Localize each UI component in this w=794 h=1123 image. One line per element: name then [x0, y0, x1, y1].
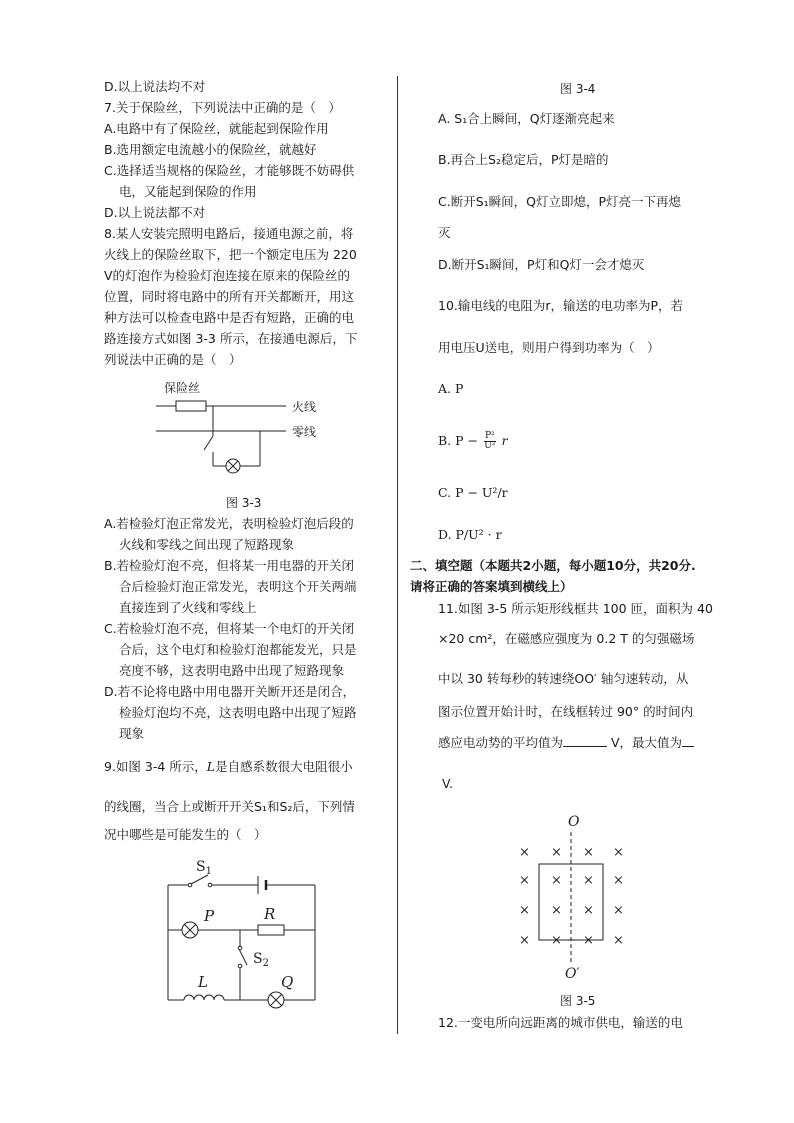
q12-stem-line1: 12.一变电所向远距离的城市供电，输送的电	[438, 1015, 683, 1030]
field-cross-mark-3-1: ×	[551, 933, 562, 948]
q11-blank-average[interactable]	[563, 746, 607, 747]
q11-stem-line2: ×20 cm²，在磁感应强度为 0.2 T 的匀强磁场	[438, 631, 695, 646]
field-cross-mark-1-2: ×	[583, 873, 594, 888]
q8-stem-line1: 8.某人安装完照明电路后，接通电源之前，将	[104, 226, 354, 241]
figure-3-5-field	[505, 812, 635, 984]
switch-symbol	[204, 436, 213, 450]
field-cross-mark-3-2: ×	[583, 933, 594, 948]
q8-option-b-line3: 直接连到了火线和零线上	[119, 600, 257, 615]
q7-stem: 7.关于保险丝，下列说法中正确的是（ ）	[104, 100, 341, 115]
q8-option-c-line3: 亮度不够，这表明电路中出现了短路现象	[119, 663, 345, 678]
q8-option-a-line1: A.若检验灯泡正常发光，表明检验灯泡后段的	[104, 516, 354, 531]
q8-option-d-line3: 现象	[119, 726, 145, 741]
q9-stem-line3: 况中哪些是可能发生的（ ）	[104, 827, 267, 842]
q8-option-d-line1: D.若不论将电路中用电器开关断开还是闭合，	[104, 684, 356, 699]
s2-label: $S_2$	[253, 951, 269, 969]
q8-option-b-line1: B.若检验灯泡不亮，但将某一用电器的开关闭	[104, 558, 355, 573]
field-cross-mark-2-0: ×	[519, 903, 530, 918]
neutral-wire-label: 零线	[292, 425, 317, 439]
q10-option-c: C. P − U²/r	[438, 485, 508, 500]
section-2-heading-line2: 请将正确的答案填到横线上）	[410, 579, 573, 594]
q8-stem-line5: 种方法可以检查电路中是否有短路，正确的电	[104, 310, 355, 325]
q8-stem-line6: 路连接方式如图 3-3 所示，在接通电源后，下	[104, 331, 358, 346]
q8-stem-line3: V的灯泡作为检验灯泡连接在原来的保险丝的	[104, 268, 351, 283]
r-label: R	[264, 905, 276, 923]
live-wire-label: 火线	[292, 400, 317, 414]
q8-stem-line7: 列说法中正确的是（ ）	[104, 352, 242, 367]
p-label: P	[204, 907, 215, 925]
field-cross-mark-3-3: ×	[613, 933, 624, 948]
figure-3-4-circuit	[160, 855, 330, 1010]
q10-b-numerator: P²	[484, 431, 495, 441]
q10-option-b: B. P − $\frac{\text{P²}}{\text{U²}}$ r	[438, 431, 508, 451]
q8-option-c-line1: C.若检验灯泡不亮，但将某一个电灯的开关闭	[104, 621, 355, 636]
field-cross-mark-1-3: ×	[613, 873, 624, 888]
switch-s2-symbol	[239, 949, 247, 965]
q9-option-d: D.断开S₁瞬间，P灯和Q灯一会才熄灭	[438, 257, 645, 272]
q-label: Q	[281, 973, 294, 991]
field-cross-mark-2-3: ×	[613, 903, 624, 918]
column-divider	[397, 76, 398, 1034]
s1-label: $S_1$	[196, 859, 212, 877]
q9-stem-line1: 9.如图 3-4 所示，L是自感系数很大电阻很小	[104, 759, 353, 774]
q9-option-c-line1: C.断开S₁瞬间，Q灯立即熄，P灯亮一下再熄	[438, 194, 682, 209]
q11-stem-line5: 感应电动势的平均值为 V，最大值为	[438, 734, 694, 751]
q9-option-c-line2: 灭	[438, 225, 451, 240]
axis-top-label: O	[568, 814, 580, 830]
q8-option-a-line2: 火线和零线之间出现了短路现象	[119, 537, 295, 552]
resistor-r-symbol	[258, 925, 284, 935]
axis-bottom-label: O′	[565, 966, 580, 982]
q7-option-d: D.以上说法都不对	[104, 205, 206, 220]
q8-stem-line4: 位置，同时将电路中的所有开关都断开，用这	[104, 289, 355, 304]
l-label: L	[198, 973, 208, 991]
q11-stem-line3: 中以 30 转每秒的转速绕OO′ 轴匀速转动，从	[438, 671, 689, 686]
q11-blank-max[interactable]	[682, 746, 694, 747]
field-cross-mark-0-0: ×	[519, 845, 530, 860]
q10-stem-line2: 用电压U送电，则用户得到功率为（ ）	[438, 340, 660, 355]
field-cross-mark-1-0: ×	[519, 873, 530, 888]
q7-option-b: B.选用额定电流越小的保险丝，就越好	[104, 142, 317, 157]
q11-stem-line6: V.	[442, 776, 453, 791]
q7-option-c-line1: C.选择适当规格的保险丝，才能够既不妨碍供	[104, 163, 355, 178]
q7-option-c-line2: 电，又能起到保险的作用	[119, 184, 257, 199]
q10-b-denominator: U²	[484, 441, 496, 451]
inductor-l-symbol	[184, 995, 224, 1000]
field-cross-mark-3-0: ×	[519, 933, 530, 948]
q10-option-d: D. P/U² · r	[438, 527, 502, 542]
field-cross-mark-0-3: ×	[613, 845, 624, 860]
q8-option-c-line2: 合后，这个电灯和检验灯泡都能发光，只是	[119, 642, 357, 657]
field-cross-mark-2-2: ×	[583, 903, 594, 918]
q8-option-b-line2: 合后检验灯泡正常发光，表明这个开关两端	[119, 579, 357, 594]
figure-3-3-circuit	[150, 374, 350, 484]
q8-stem-line2: 火线上的保险丝取下，把一个额定电压为 220	[104, 247, 357, 262]
q10-option-a: A. P	[438, 381, 464, 396]
fuse-symbol	[176, 401, 206, 411]
field-cross-mark-2-1: ×	[551, 903, 562, 918]
q9-option-b: B.再合上S₂稳定后，P灯是暗的	[438, 152, 609, 167]
q9-stem-line2: 的线圈，当合上或断开开关S₁和S₂后，下列情	[104, 799, 355, 814]
q11-stem-line4: 图示位置开始计时，在线框转过 90° 的时间内	[438, 704, 694, 719]
q8-option-d-line2: 检验灯泡均不亮，这表明电路中出现了短路	[119, 705, 357, 720]
field-cross-mark-1-1: ×	[551, 873, 562, 888]
section-2-heading-line1: 二、填空题（本题共2小题，每小题10分，共20分.	[410, 558, 696, 573]
fuse-label: 保险丝	[164, 381, 201, 395]
figure-3-4-caption: 图 3-4	[560, 82, 596, 96]
figure-3-5-caption: 图 3-5	[560, 994, 596, 1008]
q9-option-a: A. S₁合上瞬间，Q灯逐渐亮起来	[438, 111, 615, 126]
q11-stem-line1: 11.如图 3-5 所示矩形线框共 100 匝，面积为 40	[438, 601, 713, 616]
q6-option-d: D.以上说法均不对	[104, 79, 206, 94]
q10-stem-line1: 10.输电线的电阻为r，输送的电功率为P，若	[438, 298, 684, 313]
field-cross-mark-0-1: ×	[551, 845, 562, 860]
figure-3-3-caption: 图 3-3	[226, 496, 262, 510]
q7-option-a: A.电路中有了保险丝，就能起到保险作用	[104, 121, 329, 136]
field-cross-mark-0-2: ×	[583, 845, 594, 860]
